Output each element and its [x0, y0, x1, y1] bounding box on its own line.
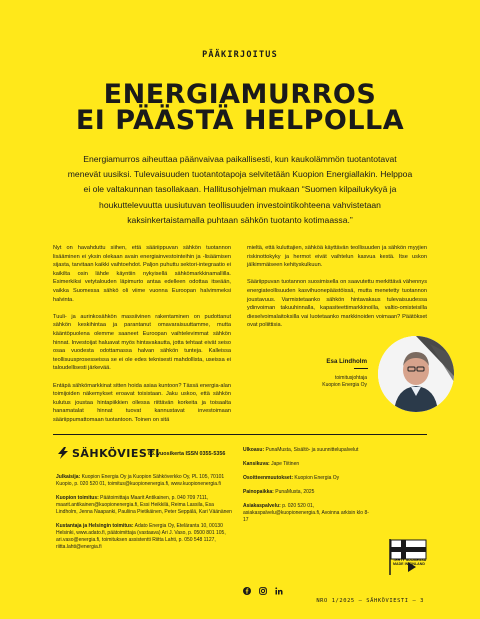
issn: 86. vuosikerta ISSN 0355-5356: [148, 451, 226, 457]
imprint-text: Adato Energia Oy, Eteläranta 10, 00130 Helsinki, www.adato.fi, päätoimittaja (vastaava) Ari J. Vaso, p. 0500 801 105, ari.vaso@energia.fi, toimituksen assistentti Riitta Lahti, p. 050 548 1127, riitta.lahti@energia.fi: [56, 523, 226, 550]
imprint-text: PunaMusta, Sisältö- ja suunnittelupalvelut: [265, 447, 359, 453]
lead-paragraph: Energiamurros aiheuttaa päänvaivaa paikallisesti, kun kaukolämmön tuotantotavat menevät uusiksi. Tulevaisuuden tuotantotapoja selvitetään Kuopion Energiallakin. Helppoa ei ole valtakunnan tasollakaan. Hallitusohjelman mukaan “Suomen kilpailukykyä ja houkuttelevuutta uusiutuvan teollisuuden investointikohteena vahvistetaan kaksinkertaistamalla puhtaan sähkön tuotanto kotimaassa.”: [67, 154, 413, 225]
linkedin-icon[interactable]: [275, 587, 283, 597]
masthead-logo: [56, 447, 160, 460]
imprint-entry: [243, 447, 373, 454]
body-paragraph: mieltä, että kuluttajien, sähköä käyttävän teollisuuden ja sähkön myyjien riskinottokyky ja hermot eivät vaihtelun kasvua kestä. Itse uskon jälkimmäiseen kehityskulkuun.: [247, 245, 427, 269]
imprint-divider-top: [53, 434, 427, 435]
imprint-text: p. 020 520 01, asiakaspalvelu@kuopionenergia.fi, Avoinna arkisin klo 8-17: [243, 503, 369, 523]
body-column-1: [53, 244, 231, 433]
author-name: Esa Lindholm: [326, 358, 367, 365]
instagram-icon[interactable]: [259, 587, 267, 597]
imprint-entry: [56, 523, 234, 551]
logo-text: SÄHKÖVIESTI: [72, 447, 160, 460]
body-paragraph: Sääriippuvan tuotannon suosimisella on saavutettu merkittävä vähennys energiateollisuuden kasvihuonepäästöissä, mutta menetetty tuotannon joustavuus. Varmistetaanko sähkön hintavakaus tulevaisuudessa ydinvoiman takuuhinnalla, kapasiteettimarkkinoilla, valtio-omisteisilla dieselvoimalaitoksilla vai luotetaanko markkinoiden voimaan? Päätökset ovat poliittisia.: [247, 279, 427, 329]
headline: [0, 79, 480, 136]
lightning-logo-icon: [56, 447, 70, 459]
imprint-label: Kustantaja ja Helsingin toimitus:: [56, 523, 134, 529]
social-links: [243, 587, 289, 597]
author-role: toimitusjohtaja: [335, 375, 367, 381]
author-portrait-icon: [378, 336, 454, 412]
imprint-entry: [243, 503, 373, 524]
imprint-entry: [56, 495, 234, 516]
author-title: [296, 375, 367, 388]
author-photo: [378, 336, 454, 412]
imprint-label: Julkaisija:: [56, 474, 81, 480]
imprint-label: Painopaikka:: [243, 489, 274, 495]
imprint-text: PunaMusta, 2025: [275, 489, 315, 495]
imprint-column-1: [56, 474, 234, 558]
imprint-entry: [56, 474, 234, 488]
headline-line-2: EI PÄÄSTÄ HELPOLLA: [75, 105, 405, 136]
finland-flag-icon: [386, 537, 432, 577]
page-footer: NRO 1/2025 — SÄHKÖVIESTI — 3: [316, 598, 424, 604]
facebook-icon[interactable]: [243, 587, 251, 597]
author-company: Kuopion Energia Oy: [322, 381, 367, 388]
body-paragraph: Entäpä sähkömarkkinat sitten hoida asiaa kuntoon? Tässä energia-alan toimijoiden näkemykset eroavat toisistaan. Jaku uskoo, että sähkön kulutus joustaa hintapiikkien ollessa riittävän korkeita ja toisaalta hanamatalat hinnat tuovat kannustavat investoimaan sääriippumattomaan tuotantoon. Toinen on sitä: [53, 382, 231, 423]
imprint-label: Kuopion toimitus:: [56, 495, 99, 501]
body-paragraph: Nyt on havahduttu siihen, että sääriippuvan sähkön tuotannon lisääminen ei yksin olekaan avain energiainvestointeihin ja -lisäämisen sijasta, tarvitaan kaikki vaihtoehdot. Paljon puhuttu sektori-integraatio ei kaikilta osin lähde käyntiin nykyisellä sähkömarkkinamallilla. Esimerkiksi vetytalouden läpimurto antaa edelleen odottaa itseään, vaikka Suomessa sähkö oli viime vuonna Euroopan halvimmeksi halvinta.: [53, 245, 231, 303]
imprint-label: Osoitteenmuutokset:: [243, 475, 294, 481]
imprint-text: Kuopion Energia Oy: [294, 475, 340, 481]
imprint-entry: [243, 461, 373, 468]
imprint-label: Ulkoasu:: [243, 447, 265, 453]
body-paragraph: Tuuli- ja aurinkosähkön massiivinen rakentaminen on pudottanut sähkön keskihintaa ja parantanut omavaraisuuttamme, mutta kääntöpuolena olemme saaneet Euroopan vaihtelevimmat sähkön hinnat. Investoijat haluavat myös hintavakautta, jotta tehtaat eivät seiso osaa vuodesta odottamassa halvan sähkön tunteja. Kalleissa teollisuusprosesseissa se ei ole edes teknisesti mahdollista, useissa ei taloudellisesti järkevää.: [53, 313, 231, 372]
imprint-label: Asiakaspalvelu:: [243, 503, 281, 509]
imprint-entry: [243, 475, 373, 482]
author-divider: [354, 368, 368, 369]
imprint-text: Päätoimittaja Maarit Antikainen, p. 040 709 7111, maarit.antikainen@kuopionenergia.fi, Essi Heikkilä, Reima Lassila, Esa Lindholm, Jenna Naapanki, Pauliina Pietikäinen, Peter Seppälä, Kari Väänänen: [56, 495, 232, 515]
imprint-column-2: [243, 447, 373, 531]
section-kicker: PÄÄKIRJOITUS: [202, 50, 278, 60]
imprint-text: Kuopion Energia Oy ja Kuopion Sähköverkko Oy, PL 105, 70101 Kuopio, p. 020 520 01, toimitus@kuopionenergia.fi, www.kuopionenergia.fi: [56, 474, 225, 487]
headline-line-1: ENERGIAMURROS: [103, 79, 377, 110]
made-in-finland-text: TEHTY SUOMESSA MADE IN FINLAND: [393, 558, 427, 567]
imprint-label: Kansikuva:: [243, 461, 270, 467]
body-column-2: [247, 244, 427, 339]
imprint-entry: [243, 489, 373, 496]
imprint-text: Jape Tiitinen: [271, 461, 300, 467]
